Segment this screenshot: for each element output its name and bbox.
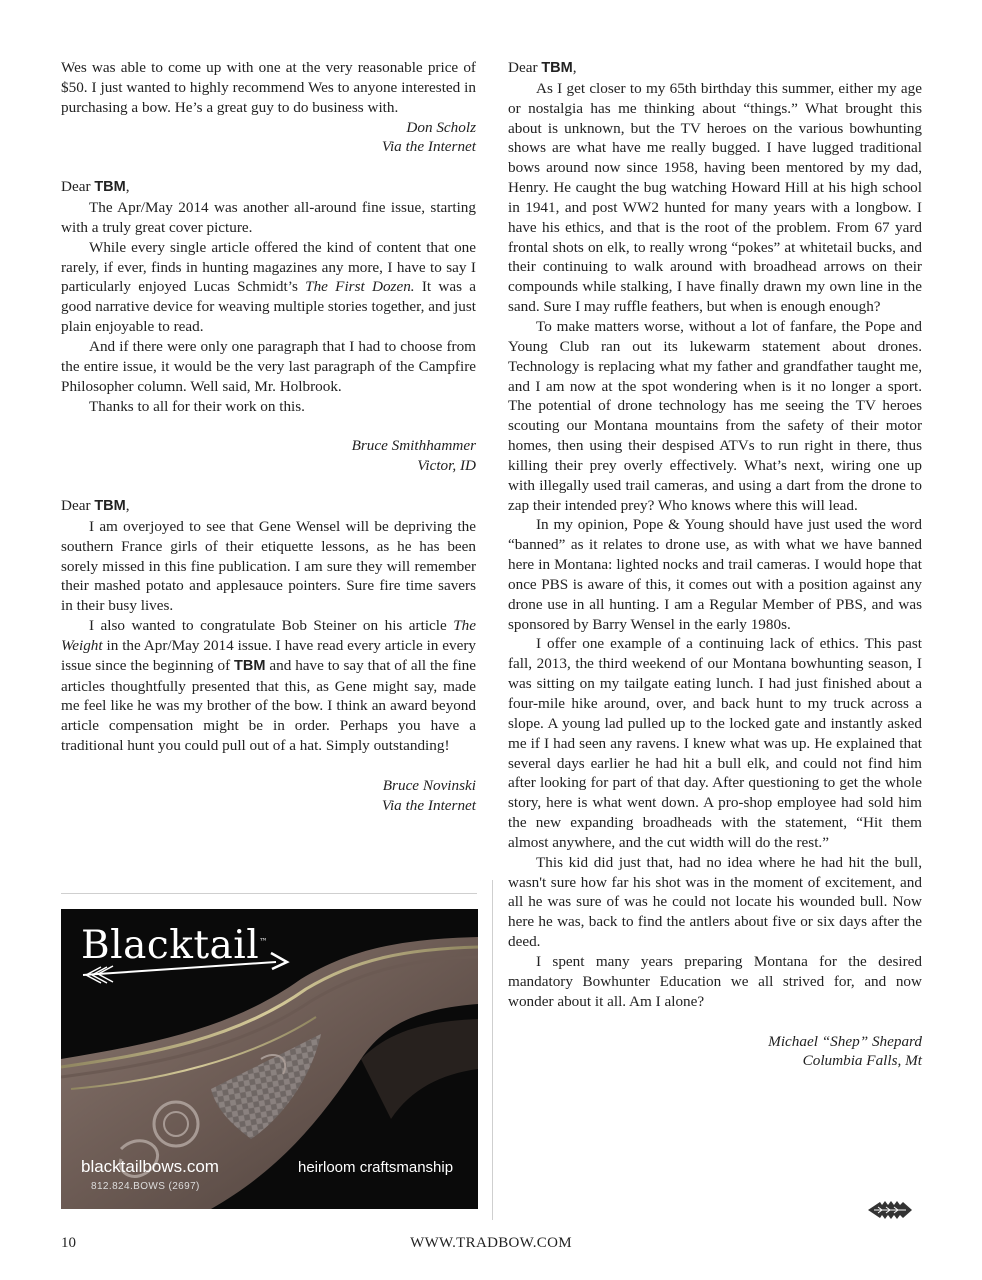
article-title: The First Dozen. [305, 278, 415, 296]
column-divider [492, 880, 493, 1220]
right-column [508, 58, 922, 1071]
salutation-prefix: Dear [508, 59, 538, 76]
salutation-comma: , [125, 178, 130, 196]
letter-paragraph: I offer one example of a continuing lack of ethics. This past fall, 2013, the third weekend of our Montana bowhunting season, I was sitting on my tailgate eating lunch. I had just finished about a four-mile hike around, over, and back hunt to my truck across a slope. A young lad pulled up to the locked gate and instantly asked me if I had seen any ravens. I knew what was up. He explained that several days earlier he had hit a bull elk, and could not find him after looking for part of that day. After questioning to get the whole story, here is what went down. A pro-shop employee had sold him the new expanding broadheads with the statement, “Hit them almost anywhere, and the cut width will do the rest.” [508, 635, 922, 851]
page-number: 10 [61, 1235, 76, 1251]
article-title: The Weight [61, 617, 477, 654]
letter-paragraph [61, 238, 476, 337]
ad-brand-name: Blacktail [81, 923, 260, 968]
signature-name: Don Scholz [406, 118, 476, 136]
footer-website[interactable]: WWW.TRADBOW.COM [410, 1235, 572, 1251]
letter-paragraph: Thanks to all for their work on this. [89, 397, 305, 415]
blacktail-advertisement[interactable] [61, 909, 478, 1209]
signature-location: Via the Internet [381, 138, 476, 156]
trademark-symbol: ™ [259, 937, 268, 946]
letter-paragraph: I am overjoyed to see that Gene Wensel will be depriving the southern France girls of their etiquette lessons, as he has been sorely missed in this fine publication. I am sure they will remember their mashed potato and applesauce pointers. Sure fire time savers in their busy lives. [61, 517, 476, 615]
ad-divider [61, 893, 477, 894]
ad-tagline: heirloom craftsmanship [298, 1159, 454, 1176]
letter-continuation-paragraph: Wes was able to come up with one at the very reasonable price of $50. I just wanted to highly recommend Wes to anyone interested in purchasing a bow. He’s a great guy to do business with. [61, 59, 476, 116]
left-column [61, 58, 476, 816]
salutation-comma: , [572, 59, 577, 76]
salutation [61, 496, 476, 517]
salutation [61, 177, 476, 198]
arrowhead-icon [866, 1198, 914, 1227]
paragraph-text: I also wanted to congratulate Bob Steiner on his article [89, 617, 447, 635]
ad-brand-logo [81, 923, 268, 968]
signature-name: Bruce Smithhammer [351, 437, 476, 455]
letter-paragraph: And if there were only one paragraph that I had to choose from the entire issue, it would be the very last paragraph of the Campfire Philosopher column. Well said, Mr. Holbrook. [61, 337, 476, 395]
signature-location: Victor, ID [417, 457, 476, 475]
letter-paragraph: This kid did just that, had no idea where he had hit the bull, wasn't sure how far his shot was in the moment of excitement, and all he was sure of was he could not locate his wounded bull. Now here he was, back to find the antlers about five or six days after the deed. [508, 853, 922, 951]
letter-paragraph [61, 616, 476, 756]
letter-paragraph: The Apr/May 2014 was another all-around fine issue, starting with a truly great cover picture. [61, 199, 476, 236]
letter-paragraph: As I get closer to my 65th birthday this summer, either my age or nostalgia has me thinking about “things.” What brought this about is unknown, but the TV heroes on the various bowhunting shows are what have me really bugged. I have lugged traditional bows around now since 1958, having been mentored by my dad, Henry. He caught the bug watching Howard Hill at his high school in 1941, and post WW2 hunted for many years with a longbow. I have his ethics, and that is the root of the problem. From 67 yard frontal shots on elk, to really wrong “pokes” at whitetail bucks, and their continuing to walk around with broadhead arrows on their compounds while stalking, I have finally drawn my own line in the sand. Sure I may ruffle feathers, but when is enough enough? [508, 79, 922, 316]
signature-name: Bruce Novinski [382, 777, 476, 794]
letter-paragraph: I spent many years preparing Montana for the desired mandatory Bowhunter Education we all strived for, and now wonder about it all. Am I alone? [508, 952, 922, 1010]
salutation-name: TBM [94, 498, 126, 515]
paragraph-text: and have to say that of all the fine articles thoughtfully presented that this, as Gene might say, made me feel like he was my brother of the bow. I think an award beyond article compensation might be in order. Perhaps you have a traditional hunt you could pull out of a hat. Simply outstanding! [61, 656, 477, 755]
signature-name: Michael “Shep” Shepard [768, 1032, 922, 1050]
salutation-prefix: Dear [61, 178, 91, 196]
salutation-prefix: Dear [61, 497, 91, 515]
letter-paragraph: To make matters worse, without a lot of fanfare, the Pope and Young Club ran out its lukewarm statement about drones. Technology is replacing what my father and grandfather taught me, and I am now at the spot wondering when is it no longer a sport. The potential of drone technology has me seeing the TV heroes scouting our Montana mountains from the safety of their motor homes, then using their despised ATVs to run right in there, thus killing their prey overly effectively. What’s next, wiring one up with illegally used trail cameras, and using a dart from the drone to zap their intended prey? Who knows where this will lead. [508, 317, 922, 514]
paragraph-text: While every single article offered the kind of content that one rarely, if ever, finds in hunting magazines any more, I have to say I particularly enjoyed Lucas Schmidt’s [61, 238, 476, 296]
ad-phone: 812.824.BOWS (2697) [91, 1181, 200, 1192]
paragraph-text: in the Apr/May 2014 issue. I have read every article in every issue since the beginning of [61, 636, 477, 674]
paragraph-text: It was a good narrative device for weaving multiple stories together, and just plain enjoyable to read. [61, 278, 477, 336]
salutation-name: TBM [541, 60, 573, 76]
signature-location: Via the Internet [381, 796, 476, 814]
ad-website[interactable]: blacktailbows.com [81, 1157, 219, 1176]
signature-location: Columbia Falls, Mt [802, 1052, 922, 1070]
salutation-name: TBM [94, 179, 126, 196]
magazine-name: TBM [234, 657, 266, 674]
letter-paragraph: In my opinion, Pope & Young should have just used the word “banned” as it relates to drone use, as with what we have banned here in Montana: lighted nocks and trail cameras. I would hope that once PBS is aware of this, it comes out with a position against any drone use in all hunting. I am a Regular Member of PBS, and was sponsored by Barry Wensel in the early 1980s. [508, 516, 922, 633]
salutation [508, 58, 922, 79]
salutation-comma: , [125, 497, 130, 515]
